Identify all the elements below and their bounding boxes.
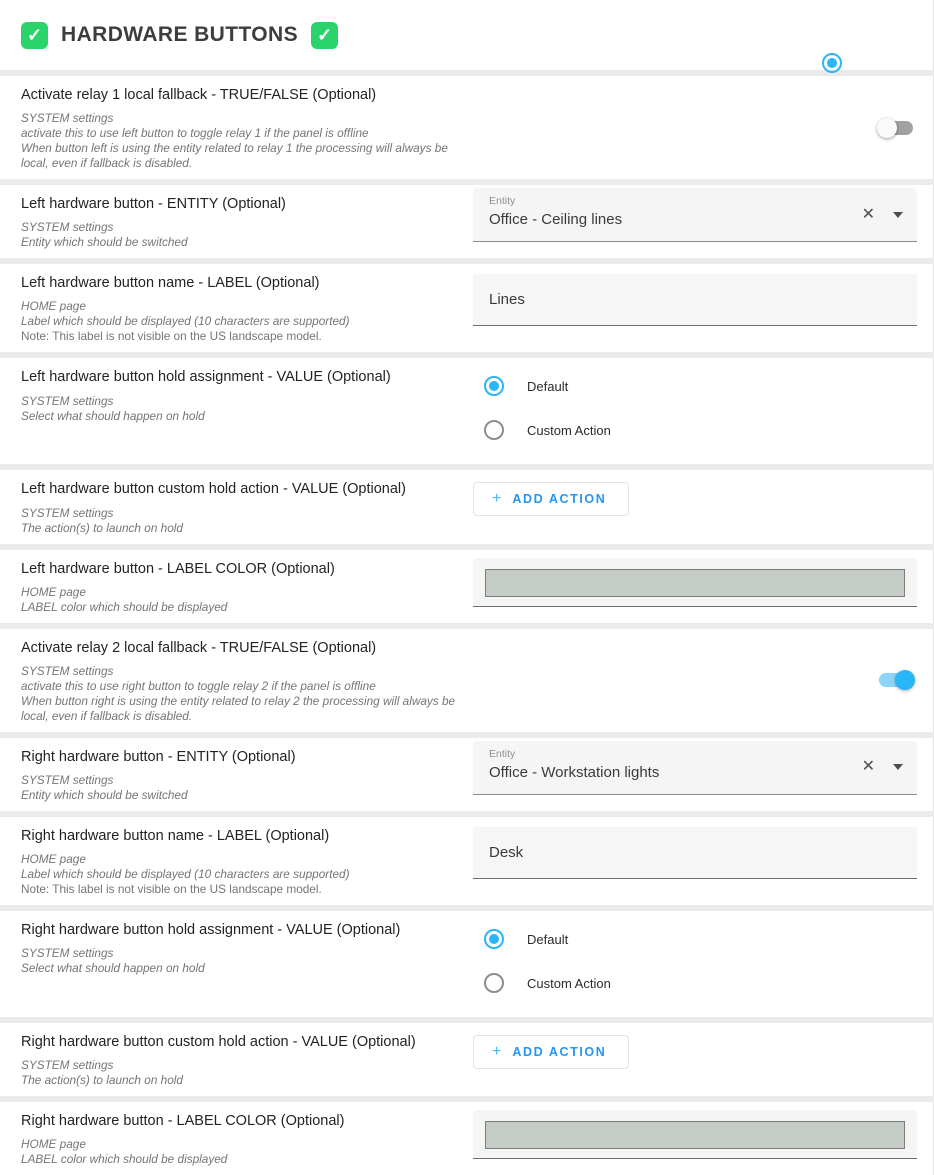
row-right-button-name: [0, 817, 934, 905]
clear-icon[interactable]: ✕: [861, 205, 875, 223]
left-hold-custom-action-radio[interactable]: [484, 420, 917, 440]
left-entity-select[interactable]: [473, 188, 917, 242]
setting-description: LABEL color which should be displayed: [21, 599, 228, 614]
setting-title: Left hardware button - ENTITY (Optional): [21, 196, 286, 213]
setting-title: Activate relay 1 local fallback - TRUE/FALSE (Optional): [21, 87, 377, 103]
relay-1-fallback-toggle[interactable]: [879, 121, 913, 135]
setting-description: The action(s) to launch on hold: [21, 1073, 183, 1088]
radio-icon: [484, 376, 504, 396]
select-value: Office - Workstation lights: [489, 763, 660, 781]
setting-description-note: Note: This label is not visible on the US landscape model.: [21, 329, 322, 344]
row-activate-relay-2-fallback: [0, 629, 934, 732]
radio-label: Default: [527, 931, 569, 947]
add-action-label: ADD ACTION: [512, 1044, 607, 1059]
row-left-label-color: [0, 550, 934, 623]
radio-label: Default: [527, 378, 569, 394]
relay-2-fallback-toggle[interactable]: [879, 673, 913, 687]
setting-description: Label which should be displayed (10 characters are supported): [21, 314, 350, 329]
row-right-button-entity: [0, 738, 934, 811]
radio-icon: [484, 929, 504, 949]
setting-title: Right hardware button - ENTITY (Optional): [21, 748, 296, 765]
setting-title: Right hardware button name - LABEL (Optional): [21, 827, 330, 844]
setting-description: Select what should happen on hold: [21, 961, 205, 976]
setting-description: Label which should be displayed (10 characters are supported): [21, 867, 350, 881]
left-label-color-picker[interactable]: [473, 558, 917, 607]
setting-description: SYSTEM settings: [21, 111, 114, 126]
row-left-button-name: [0, 264, 934, 352]
add-action-label: ADD ACTION: [512, 492, 607, 507]
left-add-action-button[interactable]: [473, 482, 629, 516]
row-left-button-entity: [0, 185, 934, 258]
setting-description-note: Note: This label is not visible on the US landscape model.: [21, 882, 322, 896]
setting-description: SYSTEM settings: [21, 505, 114, 520]
right-label-color-picker[interactable]: [473, 1110, 917, 1159]
setting-description: SYSTEM settings: [21, 946, 114, 961]
select-floating-label: Entity: [489, 195, 516, 208]
setting-title: Right hardware button custom hold action - VALUE (Optional): [21, 1034, 416, 1050]
color-swatch[interactable]: [485, 1121, 905, 1149]
setting-description: When button right is using the entity related to relay 2 the processing will always be local, even if fallback is disabled.: [21, 693, 456, 723]
setting-description: The action(s) to launch on hold: [21, 520, 183, 535]
setting-title: Left hardware button - LABEL COLOR (Optional): [21, 560, 335, 577]
setting-description: HOME page: [21, 299, 86, 314]
right-hold-default-radio[interactable]: [484, 929, 917, 949]
toggle-thumb: [877, 118, 897, 138]
setting-description: SYSTEM settings: [21, 220, 114, 235]
radio-icon: [484, 973, 504, 993]
right-add-action-button[interactable]: [473, 1035, 629, 1069]
setting-description: activate this to use right button to toggle relay 2 if the panel is offline: [21, 678, 376, 693]
row-left-custom-hold-action: [0, 470, 934, 543]
plus-icon: +: [492, 1043, 502, 1060]
setting-description: When button left is using the entity related to relay 1 the processing will always be local, even if fallback is disabled.: [21, 141, 448, 171]
setting-title: Right hardware button - LABEL COLOR (Optional): [21, 1113, 345, 1130]
radio-label: Custom Action: [527, 422, 611, 438]
header-radio-button[interactable]: [822, 53, 842, 73]
plus-icon: +: [492, 490, 502, 508]
setting-description: SYSTEM settings: [21, 393, 114, 408]
setting-title: Right hardware button hold assignment - VALUE (Optional): [21, 922, 401, 938]
chevron-down-icon[interactable]: [893, 764, 903, 770]
setting-description: Entity which should be switched: [21, 235, 188, 250]
clear-icon[interactable]: ✕: [861, 758, 875, 776]
row-left-hold-assignment: [0, 358, 934, 464]
color-swatch[interactable]: [485, 569, 905, 597]
setting-description: LABEL color which should be displayed: [21, 1152, 228, 1167]
setting-description: HOME page: [21, 1137, 86, 1152]
row-right-label-color: [0, 1102, 934, 1175]
green-check-icon: ✓: [311, 22, 338, 49]
row-activate-relay-1-fallback: [0, 76, 934, 179]
select-floating-label: Entity: [489, 747, 516, 760]
hardware-buttons-header: [0, 0, 934, 70]
setting-description: HOME page: [21, 584, 86, 599]
setting-title: Left hardware button hold assignment - VALUE (Optional): [21, 369, 391, 386]
right-hold-custom-action-radio[interactable]: [484, 973, 917, 993]
select-value: Office - Ceiling lines: [489, 211, 623, 229]
toggle-thumb: [895, 670, 915, 690]
green-check-icon: ✓: [21, 22, 48, 49]
setting-description: Select what should happen on hold: [21, 408, 205, 423]
row-right-hold-assignment: [0, 911, 934, 1017]
radio-label: Custom Action: [527, 975, 611, 991]
setting-title: Activate relay 2 local fallback - TRUE/FALSE (Optional): [21, 639, 377, 656]
radio-icon: [484, 420, 504, 440]
setting-description: HOME page: [21, 852, 86, 866]
setting-description: SYSTEM settings: [21, 1058, 114, 1073]
left-button-label-input[interactable]: Lines: [473, 274, 917, 326]
setting-description: Entity which should be switched: [21, 787, 188, 802]
setting-title: Left hardware button name - LABEL (Optional): [21, 275, 320, 292]
setting-description: SYSTEM settings: [21, 663, 114, 678]
setting-description: activate this to use left button to toggle relay 1 if the panel is offline: [21, 126, 369, 141]
setting-title: Left hardware button custom hold action - VALUE (Optional): [21, 481, 406, 498]
right-entity-select[interactable]: [473, 741, 917, 795]
chevron-down-icon[interactable]: [893, 212, 903, 218]
row-right-custom-hold-action: [0, 1023, 934, 1096]
right-button-label-input[interactable]: Desk: [473, 827, 917, 879]
left-hold-default-radio[interactable]: [484, 376, 917, 396]
page-title: HARDWARE BUTTONS: [61, 23, 299, 46]
setting-description: SYSTEM settings: [21, 772, 114, 787]
